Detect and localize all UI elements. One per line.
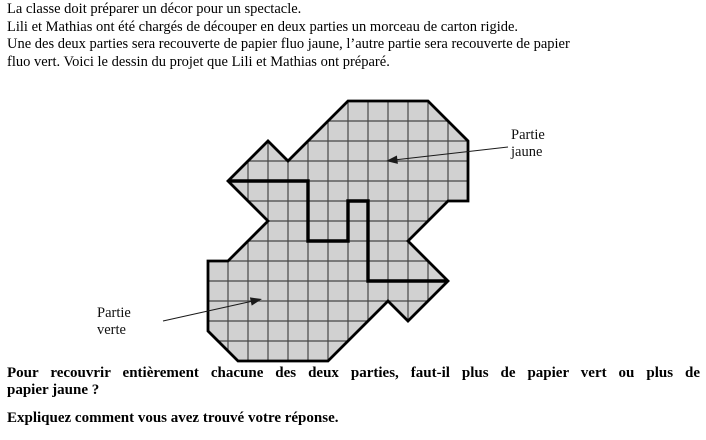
question2: Expliquez comment vous avez trouvé votre réponse. — [7, 410, 339, 426]
intro-line-4: fluo vert. Voici le dessin du projet que Lili et Mathias ont préparé. — [7, 53, 390, 70]
intro-line-1: La classe doit préparer un décor pour un spectacle. — [7, 1, 302, 17]
yellow-part-label-line1: Partie — [511, 127, 545, 143]
question1-line2: papier jaune ? — [7, 382, 100, 398]
green-part-label-line1: Partie — [97, 305, 131, 321]
green-part-label — [97, 305, 131, 339]
shape-fill — [208, 101, 468, 361]
yellow-part-label — [511, 127, 545, 161]
question1-line1: Pour recouvrir entièrement chacune des deux parties, faut-il plus de papier vert ou plus de — [7, 365, 700, 381]
intro-line-3: Une des deux parties sera recouverte de papier fluo jaune, l’autre partie sera recouverte de papier — [7, 36, 570, 52]
questions-block — [7, 365, 700, 427]
intro-line-2: Lili et Mathias ont été chargés de découper en deux parties un morceau de carton rigide. — [7, 18, 519, 35]
yellow-part-label-line2: jaune — [511, 144, 543, 160]
green-part-label-line2: verte — [97, 322, 126, 338]
